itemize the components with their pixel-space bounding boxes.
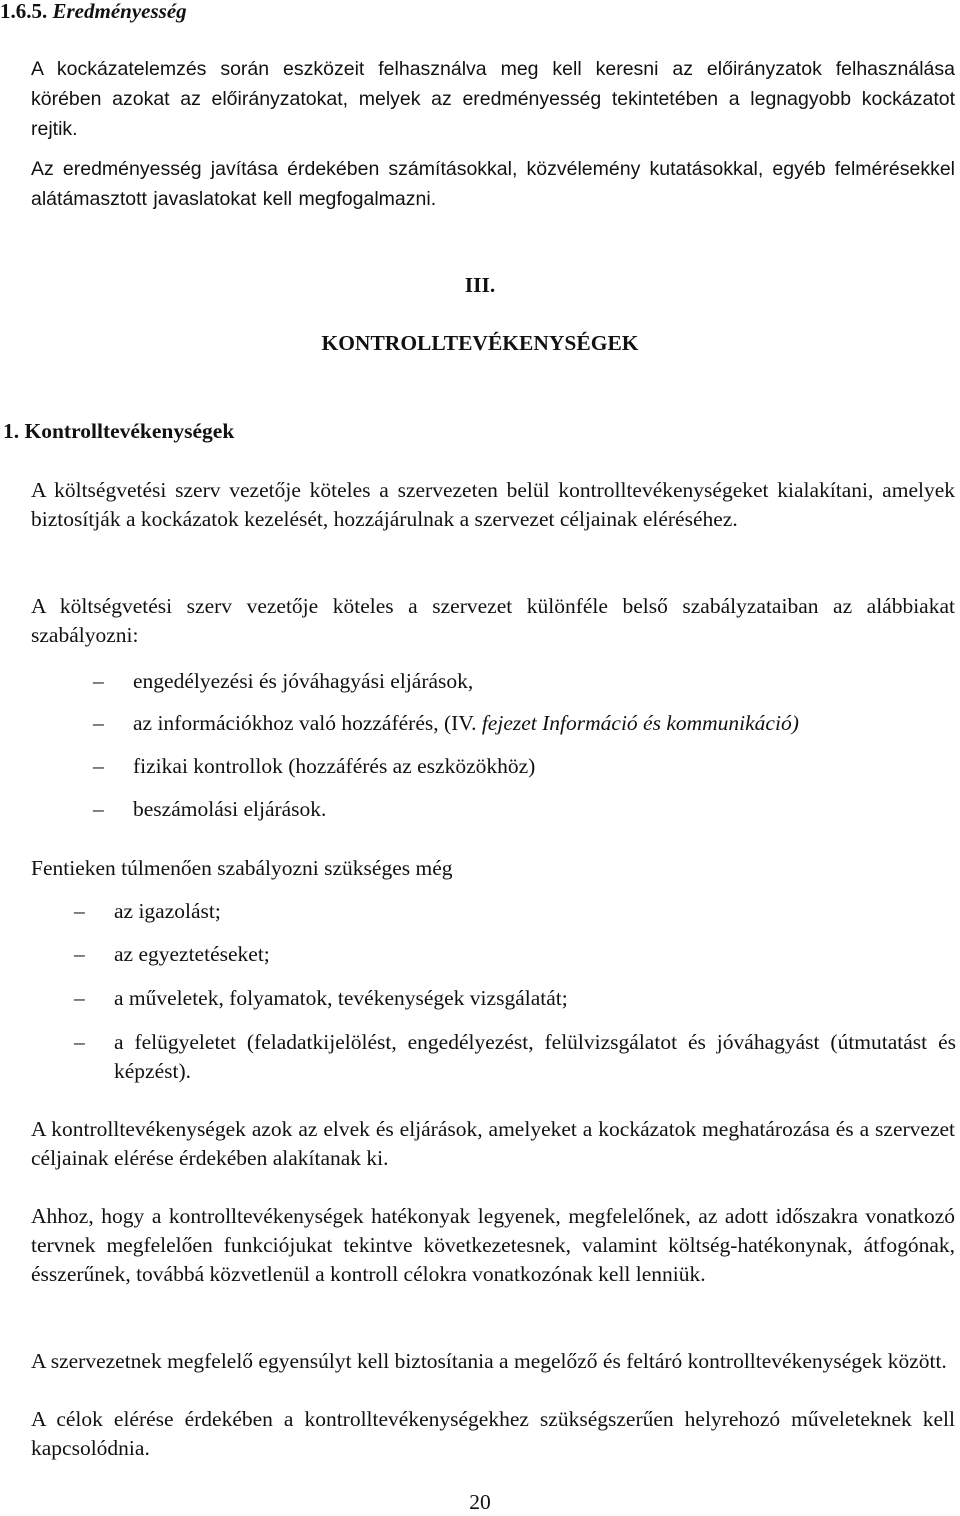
list-item	[74, 984, 956, 1013]
list-item	[93, 709, 953, 738]
intro-paragraph-2: Az eredményesség javítása érdekében számításokkal, közvélemény kutatásokkal, egyéb felmérésekkel alátámasztott javaslatokat kell megfogalmazni.	[31, 158, 955, 210]
body-paragraph-6: A szervezetnek megfelelő egyensúlyt kell biztosítania a megelőző és feltáró kontrolltevékenységek között.	[31, 1349, 947, 1373]
list-item	[74, 897, 956, 926]
body-paragraph-7: A célok elérése érdekében a kontrolltevékenységekhez szükségszerűen helyrehozó műveleteknek kell kapcsolódnia.	[31, 1407, 955, 1460]
list-item-text: beszámolási eljárások.	[133, 797, 327, 821]
list-item-text: az egyeztetéseket;	[114, 942, 270, 966]
list-item-text-regular: az információkhoz való hozzáférés, (IV.	[133, 711, 477, 735]
intro-paragraph-1: A kockázatelemzés során eszközeit felhasználva meg kell keresni az előirányzatok felhasználása körében azokat az előirányzatokat, melyek az eredményesség tekintetében a legnagyobb kockázatot rejtik.	[31, 58, 955, 140]
body-paragraph-4: A kontrolltevékenységek azok az elvek és eljárások, amelyeket a kockázatok meghatározása és a szervezet céljainak elérése érdekében alakítanak ki.	[31, 1117, 955, 1170]
list-item-text: fizikai kontrollok (hozzáférés az eszközökhöz)	[133, 754, 536, 778]
list-item-text: az igazolást;	[114, 899, 221, 923]
list-item-text	[133, 709, 799, 738]
list-item	[93, 667, 953, 696]
list-item	[93, 795, 953, 824]
body-paragraph-2: A költségvetési szerv vezetője köteles a szervezet különféle belső szabályzataiban az alábbiakat szabályozni:	[31, 594, 955, 647]
dash-bullet: –	[74, 899, 85, 923]
dash-bullet: –	[93, 797, 104, 821]
dash-bullet: –	[74, 1030, 85, 1054]
list-item-text: a műveletek, folyamatok, tevékenységek vizsgálatát;	[114, 986, 568, 1010]
subsection-title: 1. Kontrolltevékenységek	[3, 419, 235, 443]
dash-bullet: –	[74, 986, 85, 1010]
list-item	[93, 752, 953, 781]
dash-bullet: –	[93, 669, 104, 693]
page-number: 20	[469, 1490, 491, 1514]
section-number: 1.6.5.	[0, 0, 48, 23]
list-item-text: a felügyeletet (feladatkijelölést, engedélyezést, felülvizsgálatot és jóváhagyást (útmutatást és képzést).	[114, 1030, 956, 1083]
body-paragraph-5: Ahhoz, hogy a kontrolltevékenységek hatékonyak legyenek, megfelelőnek, az adott időszakra vonatkozó tervnek megfelelően funkciójukat tekintve következetesnek, valamint költség-hatékonynak, átfogónak, ésszerűnek, továbbá közvetlenül a kontroll célokra vonatkozónak kell lenniük.	[31, 1204, 955, 1286]
section-title: Eredményesség	[52, 0, 187, 23]
body-paragraph-1: A költségvetési szerv vezetője köteles a szervezeten belül kontrolltevékenységeket kialakítani, amelyek biztosítják a kockázatok kezelését, hozzájárulnak a szervezet céljainak eléréséhez.	[31, 478, 955, 531]
dash-bullet: –	[74, 942, 85, 966]
list-item-text-italic: fejezet Információ és kommunikáció)	[481, 711, 799, 735]
chapter-title: KONTROLLTEVÉKENYSÉGEK	[321, 331, 639, 355]
list-item	[74, 940, 956, 969]
chapter-numeral: III.	[464, 273, 496, 297]
body-paragraph-3: Fentieken túlmenően szabályozni szükséges még	[31, 856, 453, 880]
section-heading	[0, 0, 187, 26]
dash-bullet: –	[93, 754, 104, 778]
dash-bullet: –	[93, 711, 104, 735]
list-item	[74, 1028, 956, 1088]
list-item-text: engedélyezési és jóváhagyási eljárások,	[133, 669, 474, 693]
